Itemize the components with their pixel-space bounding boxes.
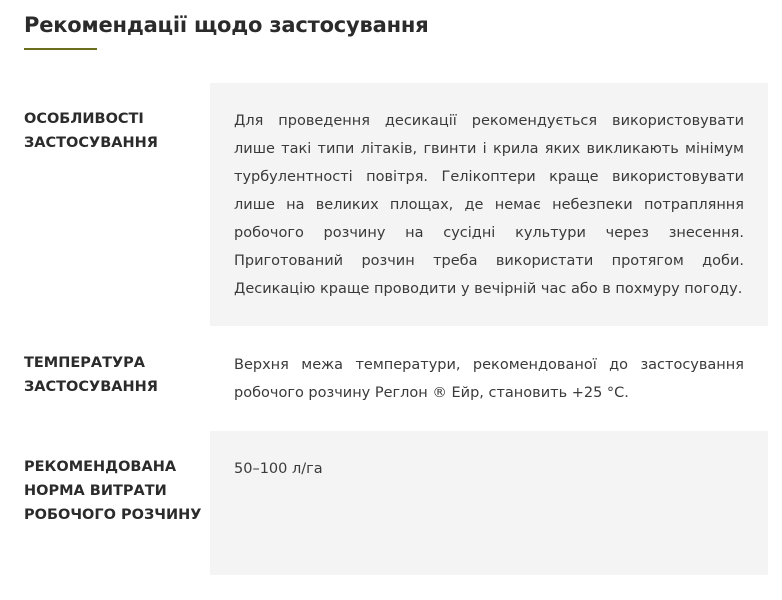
row-label-rate: РЕКОМЕНДОВАНА НОРМА ВИТРАТИ РОБОЧОГО РОЗЧИНУ bbox=[24, 459, 202, 523]
row-label-features: ОСОБЛИВОСТІ ЗАСТОСУВАННЯ bbox=[24, 111, 158, 151]
row-value-features-cell bbox=[210, 83, 768, 326]
row-value-rate: 50–100 л/га bbox=[234, 461, 323, 477]
row-value-temperature-cell bbox=[210, 326, 768, 431]
title-underline bbox=[24, 48, 97, 50]
section-title: Рекомендації щодо застосування bbox=[24, 13, 429, 37]
row-label-temperature: ТЕМПЕРАТУРА ЗАСТОСУВАННЯ bbox=[24, 355, 158, 395]
row-value-rate-cell bbox=[210, 431, 768, 575]
row-value-temperature: Верхня межа температури, рекомендованої до застосування робочого розчину Реглон ® Ейр, становить +25 °С. bbox=[234, 357, 744, 401]
row-value-features: Для проведення десикації рекомендується використовувати лише такі типи літаків, гвинти і крила яких викликають мінімум турбулентності повітря. Гелікоптери краще використовувати лише на великих площах, де немає небезпеки потрапляння робочого розчину на сусідні культури через знесення. Приготований розчин треба використати протягом доби. Десикацію краще проводити у вечірній час або в похмуру погоду. bbox=[234, 113, 744, 297]
